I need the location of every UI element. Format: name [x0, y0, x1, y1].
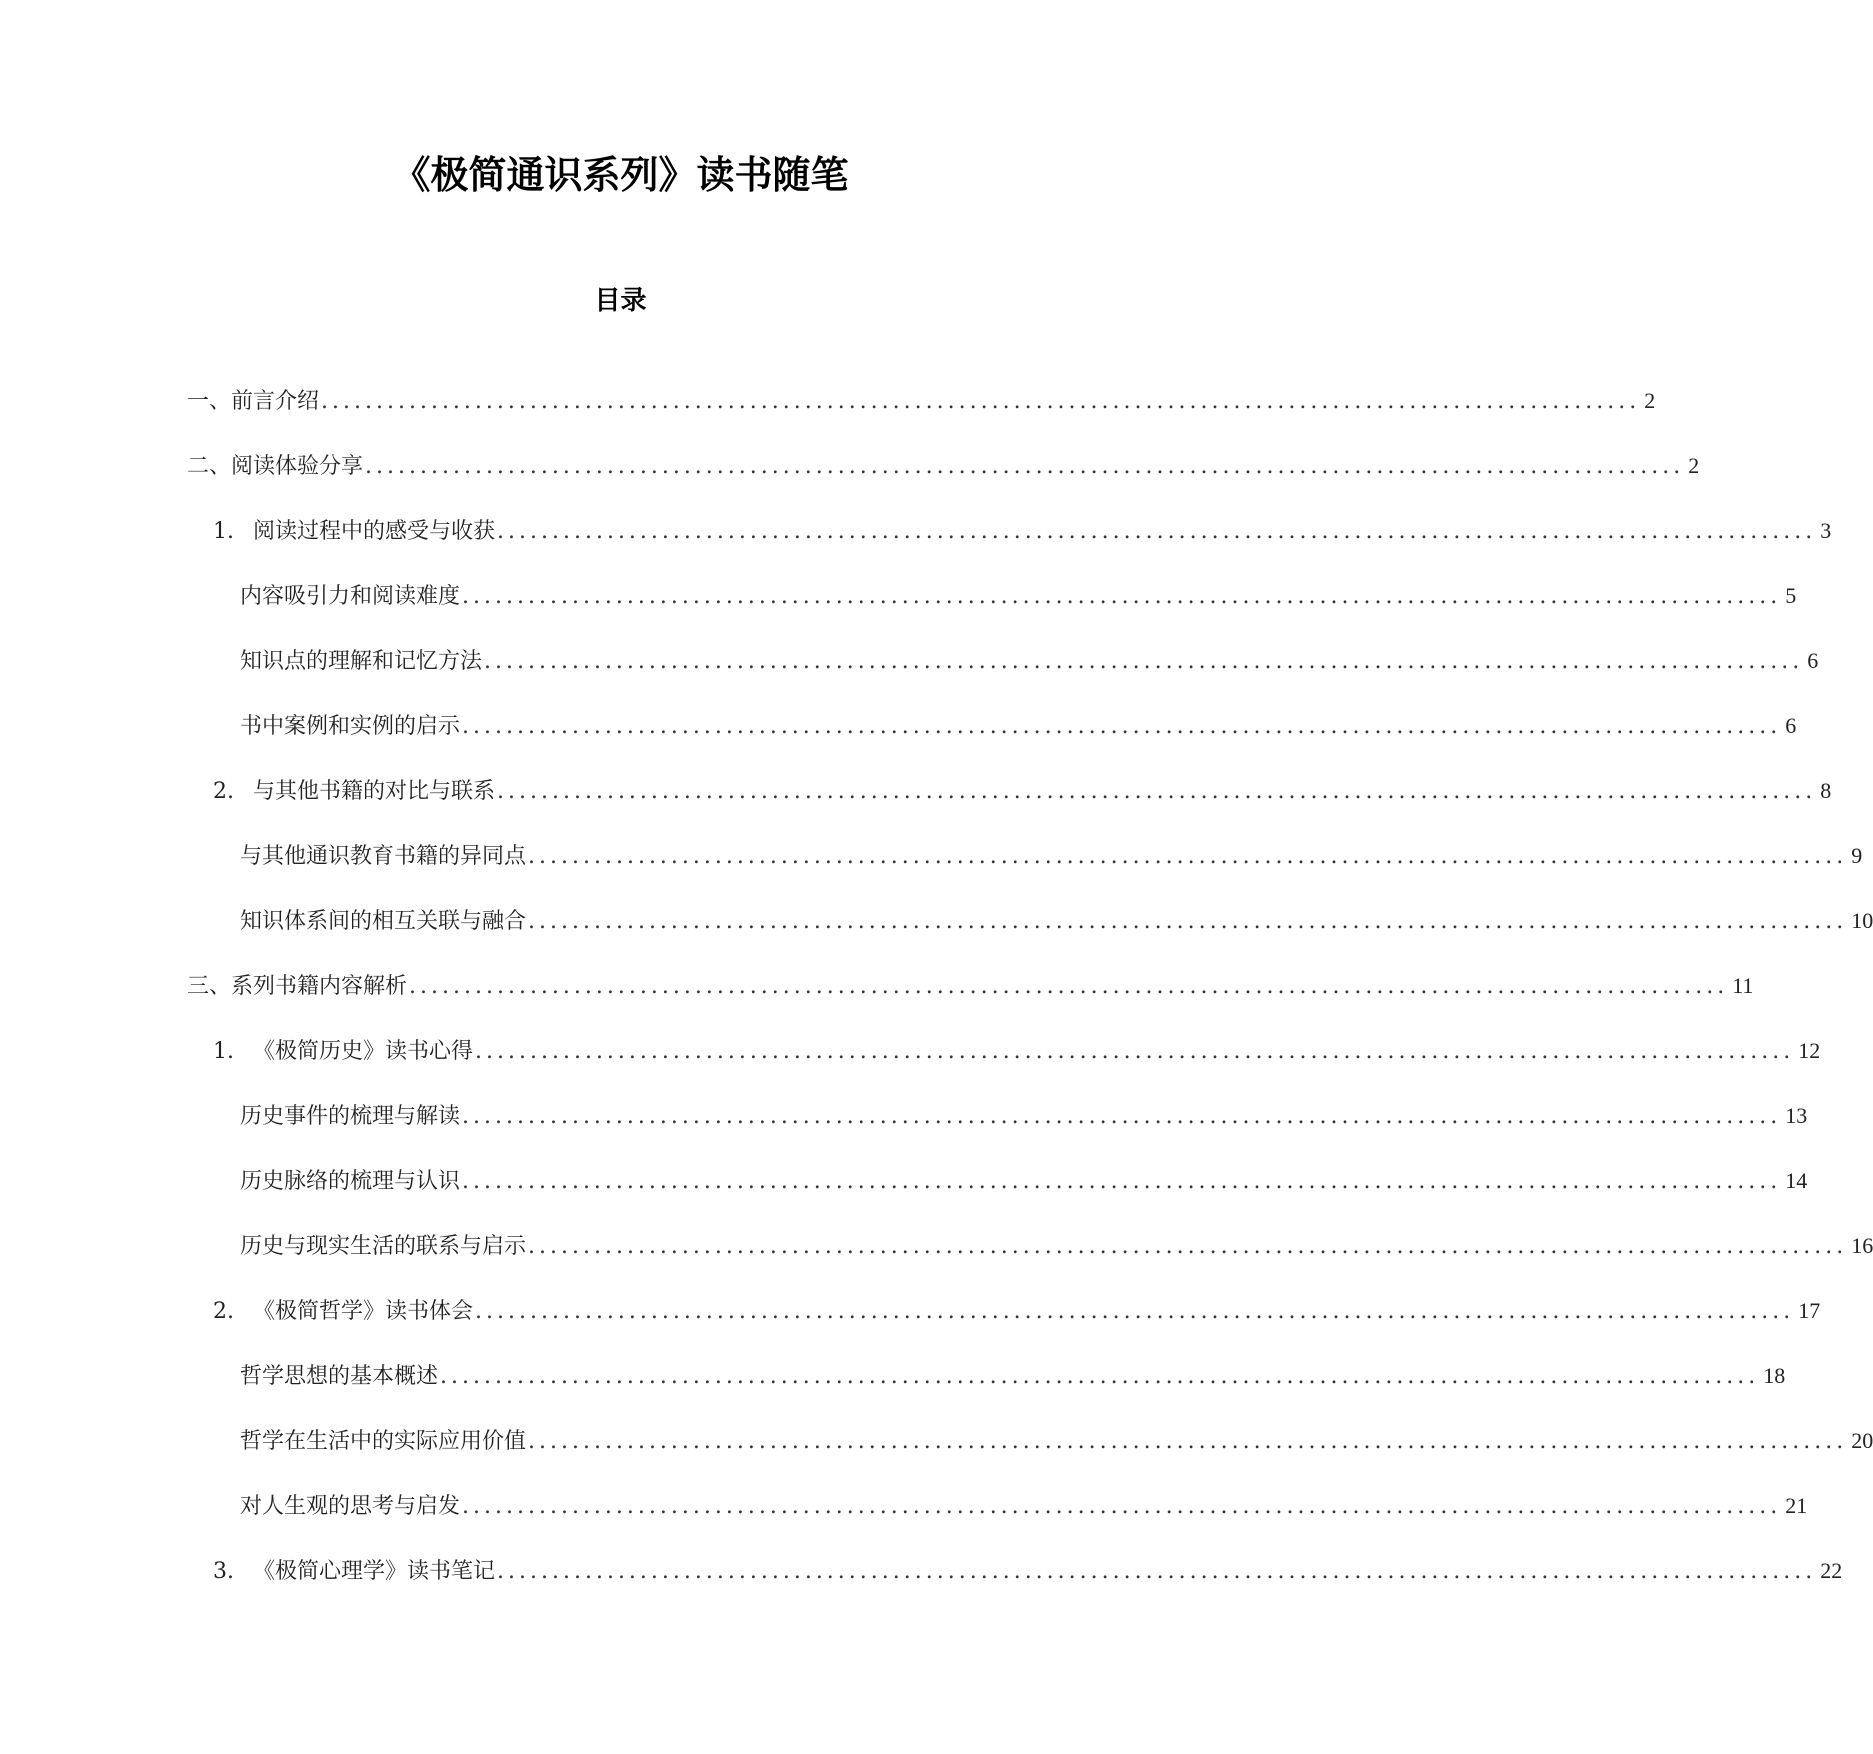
toc-entry-link[interactable] [213, 1291, 1821, 1331]
toc-entry-link[interactable] [213, 511, 1832, 551]
toc-entry [0, 1421, 1873, 1486]
toc-entry [0, 381, 1656, 446]
toc-entry-number: 1. [213, 519, 234, 544]
toc-entry [0, 1031, 1821, 1096]
toc-dot-leader: ........................................................................................................................ [528, 909, 1848, 934]
toc-dot-leader: ........................................................................................................................ [462, 1104, 1782, 1129]
toc-entry-title: 与其他书籍的对比与联系 [253, 779, 496, 804]
toc-entry-link[interactable] [187, 381, 1656, 421]
toc-entry-link[interactable] [240, 1421, 1873, 1461]
toc-page-number: 8 [1820, 778, 1832, 803]
toc-page-number: 2 [1644, 388, 1656, 413]
toc-entry-title: 历史事件的梳理与解读 [240, 1104, 461, 1129]
toc-page-number: 10 [1851, 908, 1873, 933]
toc-entry-title: 一、前言介绍 [187, 389, 320, 414]
toc-page-number: 5 [1785, 583, 1797, 608]
toc-dot-leader: ........................................................................................................................ [497, 1559, 1817, 1584]
toc-page-number: 9 [1851, 843, 1863, 868]
toc-dot-leader: ........................................................................................................................ [462, 584, 1782, 609]
toc-entry-link[interactable] [240, 576, 1797, 616]
toc-page-number: 6 [1785, 713, 1797, 738]
toc-entry-title: 对人生观的思考与启发 [240, 1494, 461, 1519]
toc-entry-link[interactable] [240, 1226, 1873, 1266]
toc-page-number: 13 [1785, 1103, 1808, 1128]
toc-page-number: 16 [1851, 1233, 1873, 1258]
toc-dot-leader: ........................................................................................................................ [497, 779, 1817, 804]
toc-entry [0, 1291, 1821, 1356]
toc-entry-link[interactable] [187, 446, 1700, 486]
toc-entry-number: 2. [213, 1299, 234, 1324]
toc-dot-leader: ........................................................................................................................ [462, 1494, 1782, 1519]
toc-page-number: 2 [1688, 453, 1700, 478]
toc-dot-leader: ........................................................................................................................ [528, 1429, 1848, 1454]
toc-entry-title: 历史与现实生活的联系与启示 [240, 1234, 527, 1259]
toc-entry [0, 836, 1863, 901]
toc-entry-title: 阅读过程中的感受与收获 [253, 519, 496, 544]
toc-entry-link[interactable] [240, 1161, 1808, 1201]
toc-page-number: 22 [1820, 1558, 1843, 1583]
toc-page-number: 11 [1732, 973, 1754, 998]
toc-entry-link[interactable] [187, 966, 1754, 1006]
toc-entry [0, 1486, 1808, 1551]
toc-entry-title: 知识点的理解和记忆方法 [240, 649, 483, 674]
toc-dot-leader: ........................................................................................................................ [321, 389, 1641, 414]
toc-entry-number: 3. [213, 1559, 234, 1584]
toc-entry [0, 706, 1797, 771]
toc-entry [0, 966, 1754, 1031]
toc-entry-link[interactable] [213, 1551, 1843, 1591]
toc-entry [0, 446, 1700, 511]
toc-page-number: 20 [1851, 1428, 1873, 1453]
toc-page-number: 6 [1807, 648, 1819, 673]
toc-entry-link[interactable] [240, 1486, 1808, 1526]
toc-heading: 目录 [594, 286, 647, 316]
toc-dot-leader: ........................................................................................................................ [528, 844, 1848, 869]
toc-entry-link[interactable] [240, 641, 1819, 681]
toc-page-number: 18 [1763, 1363, 1786, 1388]
toc-entry-title: 《极简哲学》读书体会 [253, 1299, 474, 1324]
toc-entry-title: 三、系列书籍内容解析 [187, 974, 408, 999]
toc-dot-leader: ........................................................................................................................ [484, 649, 1804, 674]
toc-dot-leader: ........................................................................................................................ [462, 1169, 1782, 1194]
toc-dot-leader: ........................................................................................................................ [475, 1299, 1795, 1324]
toc-entry-title: 书中案例和实例的启示 [240, 714, 461, 739]
toc-page-number: 12 [1798, 1038, 1821, 1063]
toc-entry-title: 哲学在生活中的实际应用价值 [240, 1429, 527, 1454]
toc-entry-number: 1. [213, 1039, 234, 1064]
toc-entry [0, 771, 1832, 836]
toc-page-number: 21 [1785, 1493, 1808, 1518]
toc-entry [0, 1096, 1808, 1161]
toc-entry-title: 二、阅读体验分享 [187, 454, 364, 479]
toc-entry [0, 511, 1832, 576]
toc-entry-link[interactable] [240, 1356, 1786, 1396]
toc-entry-link[interactable] [240, 706, 1797, 746]
toc-dot-leader: ........................................................................................................................ [528, 1234, 1848, 1259]
toc-entry-link[interactable] [240, 901, 1873, 941]
toc-entry [0, 1161, 1808, 1226]
toc-entry [0, 901, 1873, 966]
toc-dot-leader: ........................................................................................................................ [497, 519, 1817, 544]
toc-entry-title: 历史脉络的梳理与认识 [240, 1169, 461, 1194]
toc-page-number: 17 [1798, 1298, 1821, 1323]
toc-entry-link[interactable] [240, 1096, 1808, 1136]
toc-dot-leader: ........................................................................................................................ [365, 454, 1685, 479]
toc-dot-leader: ........................................................................................................................ [462, 714, 1782, 739]
toc-page-number: 14 [1785, 1168, 1808, 1193]
toc-entry-link[interactable] [240, 836, 1863, 876]
toc-entry-title: 内容吸引力和阅读难度 [240, 584, 461, 609]
toc-entry [0, 576, 1797, 641]
toc-entry-title: 知识体系间的相互关联与融合 [240, 909, 527, 934]
toc-entry-link[interactable] [213, 771, 1832, 811]
toc-page-number: 3 [1820, 518, 1832, 543]
toc-entry [0, 1551, 1843, 1616]
toc-dot-leader: ........................................................................................................................ [409, 974, 1729, 999]
toc-entry-title: 《极简历史》读书心得 [253, 1039, 474, 1064]
toc-entry-title: 与其他通识教育书籍的异同点 [240, 844, 527, 869]
toc-entry-link[interactable] [213, 1031, 1821, 1071]
toc-entry [0, 1226, 1873, 1291]
table-of-contents [0, 381, 1873, 1616]
toc-entry-title: 哲学思想的基本概述 [240, 1364, 439, 1389]
toc-entry-number: 2. [213, 779, 234, 804]
toc-dot-leader: ........................................................................................................................ [440, 1364, 1760, 1389]
toc-entry [0, 1356, 1786, 1421]
document-title: 《极简通识系列》读书随笔 [392, 152, 849, 197]
toc-dot-leader: ........................................................................................................................ [475, 1039, 1795, 1064]
toc-entry-title: 《极简心理学》读书笔记 [253, 1559, 496, 1584]
toc-entry [0, 641, 1819, 706]
